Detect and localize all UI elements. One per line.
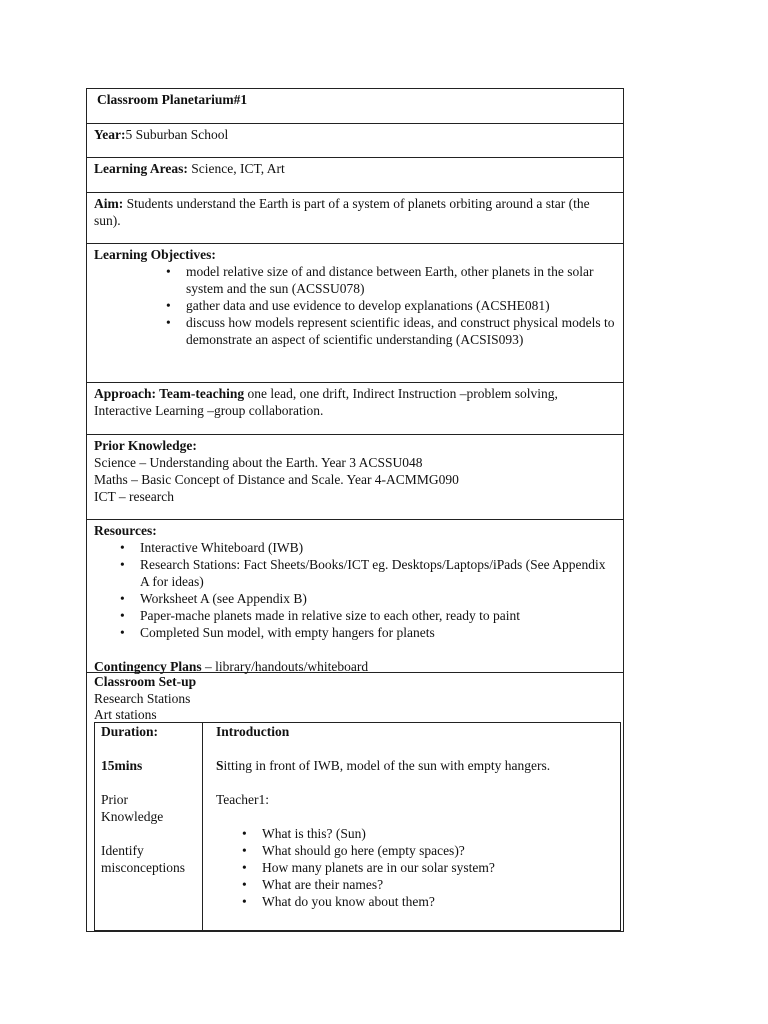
resources-list	[140, 539, 617, 641]
setup-line: Research Stations	[94, 691, 191, 706]
contingency-value: – library/handouts/whiteboard	[201, 659, 369, 674]
list-item: • Paper-mache planets made in relative size to each other, ready to paint	[140, 607, 617, 624]
prior-knowledge-note: Prior Knowledge	[101, 792, 164, 824]
objectives-list	[186, 263, 617, 348]
aim-value: Students understand the Earth is part of a system of planets orbiting around a star (the sun).	[94, 196, 590, 228]
prior-knowledge-label: Prior Knowledge:	[94, 438, 197, 453]
list-item: • How many planets are in our solar system?	[262, 859, 614, 876]
approach-value: one lead, one drift, Indirect Instruction –problem solving, Interactive Learning –group collaboration.	[94, 386, 558, 418]
introduction-heading: Introduction	[216, 724, 290, 739]
list-item: • What do you know about them?	[262, 893, 614, 910]
lesson-activity-table	[94, 722, 621, 931]
list-item: • Interactive Whiteboard (IWB)	[140, 539, 617, 556]
classroom-setup-row	[87, 673, 623, 932]
setup-line: Art stations	[94, 707, 157, 722]
duration-value: 15mins	[101, 758, 143, 773]
approach-row	[87, 383, 623, 435]
year-label: Year:	[94, 127, 126, 142]
list-item: • gather data and use evidence to develop explanations (ACSHE081)	[186, 297, 617, 314]
questions-list	[262, 825, 614, 910]
list-item: • Research Stations: Fact Sheets/Books/ICT eg. Desktops/Laptops/iPads (See Appendix A for ideas)	[140, 556, 617, 590]
introduction-column	[203, 723, 620, 930]
learning-areas-value: Science, ICT, Art	[187, 161, 285, 176]
approach-label: Approach: Team-teaching	[94, 386, 245, 401]
objectives-row	[87, 244, 623, 383]
objectives-label: Learning Objectives:	[94, 247, 216, 262]
duration-label: Duration:	[101, 724, 158, 739]
misconceptions-note: Identify misconceptions	[101, 843, 185, 875]
duration-column	[95, 723, 203, 930]
list-item: • Worksheet A (see Appendix B)	[140, 590, 617, 607]
introduction-text: Sitting in front of IWB, model of the sun with empty hangers.	[216, 758, 551, 773]
list-item: • discuss how models represent scientific ideas, and construct physical models to demonstrate an aspect of scientific understanding (ACSIS093)	[186, 314, 617, 348]
aim-row	[87, 193, 623, 244]
year-row	[87, 124, 623, 158]
title-row	[87, 89, 623, 124]
resources-row	[87, 520, 623, 673]
aim-label: Aim:	[94, 196, 124, 211]
list-item: • model relative size of and distance between Earth, other planets in the solar system and the sun (ACSSU078)	[186, 263, 617, 297]
resources-label: Resources:	[94, 523, 157, 538]
learning-areas-row	[87, 158, 623, 193]
prior-knowledge-line: Maths – Basic Concept of Distance and Scale. Year 4-ACMMG090	[94, 472, 459, 487]
learning-areas-label: Learning Areas:	[94, 161, 188, 176]
prior-knowledge-row	[87, 435, 623, 520]
prior-knowledge-line: ICT – research	[94, 489, 174, 504]
teacher-label: Teacher1:	[216, 792, 270, 807]
year-value: 5 Suburban School	[125, 127, 229, 142]
list-item: • What is this? (Sun)	[262, 825, 614, 842]
list-item: • Completed Sun model, with empty hangers for planets	[140, 624, 617, 641]
classroom-setup-label: Classroom Set-up	[94, 674, 197, 689]
lesson-title: Classroom Planetarium#1	[97, 92, 248, 107]
contingency-label: Contingency Plans	[94, 659, 202, 674]
prior-knowledge-line: Science – Understanding about the Earth. Year 3 ACSSU048	[94, 455, 423, 470]
lesson-plan-table	[86, 88, 624, 932]
list-item: • What should go here (empty spaces)?	[262, 842, 614, 859]
list-item: • What are their names?	[262, 876, 614, 893]
